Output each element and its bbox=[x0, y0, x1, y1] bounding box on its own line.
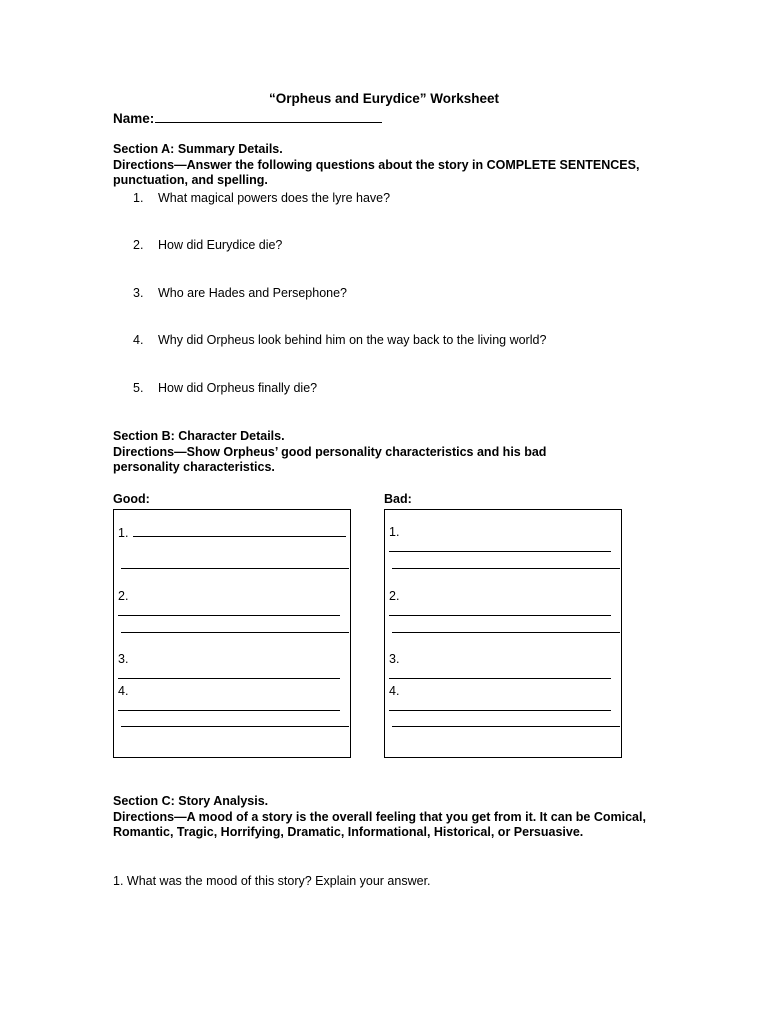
bad-line-3[interactable] bbox=[389, 652, 621, 667]
name-row bbox=[113, 110, 382, 126]
line-number: 1. bbox=[389, 525, 400, 539]
question-3 bbox=[133, 286, 347, 301]
line-number: 2. bbox=[389, 589, 400, 603]
name-blank[interactable] bbox=[155, 110, 382, 123]
answer-blank[interactable] bbox=[121, 621, 349, 633]
bad-line-2[interactable] bbox=[389, 589, 621, 604]
good-traits-box bbox=[113, 509, 351, 758]
answer-blank[interactable] bbox=[118, 604, 340, 616]
good-line-3[interactable] bbox=[118, 652, 350, 667]
section-b-directions: Directions—Show Orpheus’ good personality characteristics and his bad personality characteristics. bbox=[113, 445, 547, 474]
question-number: 3. bbox=[133, 286, 144, 300]
answer-blank[interactable] bbox=[392, 621, 620, 633]
answer-blank[interactable] bbox=[389, 540, 611, 552]
line-number: 2. bbox=[118, 589, 129, 603]
name-label: Name: bbox=[113, 111, 155, 126]
line-number: 1. bbox=[118, 526, 129, 540]
question-number: 4. bbox=[133, 333, 144, 347]
answer-blank[interactable] bbox=[389, 604, 611, 616]
answer-blank[interactable] bbox=[121, 557, 349, 569]
good-line-1-cont[interactable] bbox=[121, 557, 349, 572]
question-1 bbox=[133, 191, 390, 206]
answer-blank[interactable] bbox=[118, 667, 340, 679]
line-number: 3. bbox=[389, 652, 400, 666]
answer-blank[interactable] bbox=[133, 525, 346, 537]
question-4 bbox=[133, 333, 546, 348]
answer-blank[interactable] bbox=[389, 699, 611, 711]
bad-line-1-cont[interactable] bbox=[392, 557, 620, 572]
bad-label: Bad: bbox=[384, 492, 412, 506]
question-number: 5. bbox=[133, 381, 144, 395]
section-a-directions: Directions—Answer the following questions about the story in COMPLETE SENTENCES, punctuation, and spelling. bbox=[113, 158, 640, 187]
answer-blank[interactable] bbox=[118, 699, 340, 711]
bad-traits-box bbox=[384, 509, 622, 758]
answer-blank[interactable] bbox=[389, 667, 611, 679]
section-a-title: Section A: Summary Details. bbox=[113, 142, 283, 156]
bad-line-4-cont[interactable] bbox=[392, 715, 620, 730]
section-c-question: 1. What was the mood of this story? Explain your answer. bbox=[113, 874, 431, 888]
bad-line-2-cont[interactable] bbox=[392, 621, 620, 636]
good-line-2-cont[interactable] bbox=[121, 621, 349, 636]
section-b-title: Section B: Character Details. bbox=[113, 429, 285, 443]
line-number: 4. bbox=[118, 684, 129, 698]
good-line-4[interactable] bbox=[118, 684, 350, 699]
question-text: What magical powers does the lyre have? bbox=[158, 191, 391, 205]
question-text: Why did Orpheus look behind him on the way back to the living world? bbox=[158, 333, 547, 347]
section-c-directions: Directions—A mood of a story is the overall feeling that you get from it. It can be Comical, Romantic, Tragic, Horrifying, Dramatic, Informational, Historical, or Persuasive. bbox=[113, 810, 646, 839]
answer-blank[interactable] bbox=[392, 557, 620, 569]
question-2 bbox=[133, 238, 282, 253]
answer-blank[interactable] bbox=[392, 715, 620, 727]
question-number: 2. bbox=[133, 238, 144, 252]
question-text: How did Orpheus finally die? bbox=[158, 381, 318, 395]
good-label: Good: bbox=[113, 492, 150, 506]
good-line-2[interactable] bbox=[118, 589, 350, 604]
bad-line-4[interactable] bbox=[389, 684, 621, 699]
worksheet-title: “Orpheus and Eurydice” Worksheet bbox=[268, 91, 500, 106]
answer-blank[interactable] bbox=[121, 715, 349, 727]
question-5 bbox=[133, 381, 317, 396]
bad-line-1[interactable] bbox=[389, 525, 621, 540]
good-line-4-cont[interactable] bbox=[121, 715, 349, 730]
question-text: How did Eurydice die? bbox=[158, 238, 283, 252]
question-number: 1. bbox=[133, 191, 144, 205]
question-text: Who are Hades and Persephone? bbox=[158, 286, 348, 300]
line-number: 3. bbox=[118, 652, 129, 666]
line-number: 4. bbox=[389, 684, 400, 698]
good-line-1[interactable] bbox=[118, 525, 346, 540]
section-c-title: Section C: Story Analysis. bbox=[113, 794, 269, 808]
